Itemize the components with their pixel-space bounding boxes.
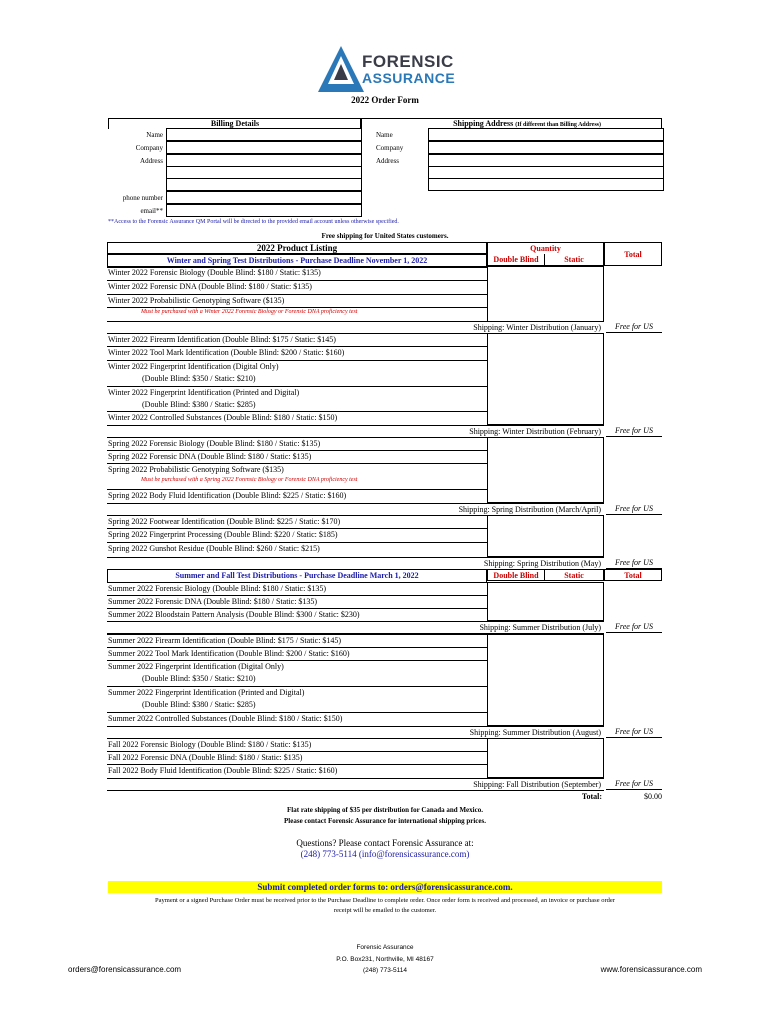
flat-rate-note: Flat rate shipping of $35 per distribution for Canada and Mexico. <box>287 806 483 814</box>
product-row: Summer 2022 Controlled Substances (Double Blind: $180 / Static: $150) <box>107 712 487 725</box>
questions-text: Questions? Please contact Forensic Assurance at: <box>296 838 474 848</box>
shipping-company-label: Company <box>376 144 404 152</box>
free-for-us: Free for US <box>606 503 662 515</box>
billing-company-field[interactable] <box>166 141 362 154</box>
product-row: Summer 2022 Forensic DNA (Double Blind: $180 / Static: $135) <box>107 595 487 608</box>
quantity-cell[interactable] <box>487 738 604 778</box>
quantity-cell[interactable] <box>487 333 604 425</box>
product-row: Summer 2022 Bloodstain Pattern Analysis (Double Blind: $300 / Static: $230) <box>107 608 487 621</box>
double-blind-header: Double Blind <box>487 254 545 266</box>
product-row: Winter 2022 Firearm Identification (Double Blind: $175 / Static: $145) <box>107 333 487 346</box>
footer-website[interactable]: www.forensicassurance.com <box>600 965 702 974</box>
footer-email[interactable]: orders@forensicassurance.com <box>68 965 182 974</box>
product-row: Fall 2022 Forensic Biology (Double Blind: $180 / Static: $135) <box>107 738 487 751</box>
shipping-row: Shipping: Winter Distribution (February) <box>107 425 604 438</box>
free-for-us: Free for US <box>606 726 662 738</box>
shipping-name-field[interactable] <box>428 128 664 141</box>
shipping-name-label: Name <box>376 131 393 139</box>
billing-name-label: Name <box>146 131 163 139</box>
billing-name-field[interactable] <box>166 128 362 141</box>
phone-label: phone number <box>122 194 163 202</box>
product-row: Winter 2022 Fingerprint Identification (Digital Only) (Double Blind: $350 / Static: $210) <box>107 360 487 385</box>
billing-details-header: Billing Details <box>108 118 362 129</box>
product-row: Fall 2022 Forensic DNA (Double Blind: $180 / Static: $135) <box>107 751 487 764</box>
product-row: Winter 2022 Tool Mark Identification (Double Blind: $200 / Static: $160) <box>107 346 487 359</box>
grand-total-value: $0.00 <box>644 792 662 801</box>
total-header: Total <box>604 242 662 266</box>
quantity-cell[interactable] <box>487 437 604 503</box>
product-row: Winter 2022 Forensic Biology (Double Blind: $180 / Static: $135) <box>107 266 487 279</box>
product-row: Summer 2022 Fingerprint Identification (Digital Only) (Double Blind: $350 / Static: $210) <box>107 660 487 685</box>
quantity-cell[interactable] <box>487 634 604 726</box>
summer-fall-header: Summer and Fall Test Distributions - Purchase Deadline March 1, 2022 <box>107 569 487 583</box>
shipping-address-label: Address <box>376 157 399 165</box>
free-for-us: Free for US <box>606 778 662 790</box>
shipping-row: Shipping: Summer Distribution (August) <box>107 726 604 739</box>
shipping-address-header: Shipping Address (If different than Billing Address) <box>360 118 662 128</box>
free-shipping-note: Free shipping for United States customers. <box>321 232 449 240</box>
product-row: Spring 2022 Fingerprint Processing (Double Blind: $220 / Static: $185) <box>107 528 487 541</box>
free-for-us: Free for US <box>606 557 662 569</box>
billing-company-label: Company <box>135 144 163 152</box>
shipping-row: Shipping: Fall Distribution (September) <box>107 778 604 791</box>
email-label: email** <box>140 207 163 215</box>
footer-phone: (248) 773-5114 <box>363 967 407 974</box>
product-row: Summer 2022 Tool Mark Identification (Double Blind: $200 / Static: $160) <box>107 647 487 660</box>
total-header: Total <box>604 569 662 581</box>
quantity-header: Quantity <box>487 242 604 254</box>
phone-field[interactable] <box>166 191 362 204</box>
form-title: 2022 Order Form <box>351 95 419 105</box>
shipping-row: Shipping: Summer Distribution (July) <box>107 621 604 634</box>
product-listing-title: 2022 Product Listing <box>107 242 487 254</box>
product-row: Spring 2022 Probabilistic Genotyping Software ($135) <box>107 463 487 476</box>
double-blind-header: Double Blind <box>487 569 545 581</box>
shipping-address-field-3[interactable] <box>428 178 664 191</box>
email-field[interactable] <box>166 204 362 217</box>
logo-text-assurance: ASSURANCE <box>362 70 456 86</box>
free-for-us: Free for US <box>606 621 662 633</box>
international-note: Please contact Forensic Assurance for international shipping prices. <box>284 817 486 825</box>
qm-portal-note: **Access to the Forensic Assurance QM Portal will be directed to the provided email account unless otherwise specified. <box>108 219 399 225</box>
free-for-us: Free for US <box>606 321 662 333</box>
shipping-row: Shipping: Spring Distribution (March/April) <box>107 503 604 516</box>
static-header: Static <box>545 569 604 581</box>
quantity-cell[interactable] <box>487 515 604 557</box>
payment-note: Payment or a signed Purchase Order must be received prior to the Purchase Deadline to complete order. Once order form is received and processed, an invoice or purchase order receipt will be emailed to the customer. <box>155 897 615 914</box>
logo-text-forensic: FORENSIC <box>362 52 454 71</box>
contact-line[interactable]: (248) 773-5114 (info@forensicassurance.com) <box>300 849 470 859</box>
free-for-us: Free for US <box>606 425 662 437</box>
product-row: Spring 2022 Gunshot Residue (Double Blind: $260 / Static: $215) <box>107 542 487 555</box>
product-row: Fall 2022 Body Fluid Identification (Double Blind: $225 / Static: $160) <box>107 764 487 777</box>
product-row: Spring 2022 Footwear Identification (Double Blind: $225 / Static: $170) <box>107 515 487 528</box>
billing-address-field-3[interactable] <box>166 178 362 191</box>
shipping-company-field[interactable] <box>428 141 664 154</box>
billing-address-label: Address <box>140 157 163 165</box>
footer-address: P.O. Box231, Northville, MI 48167 <box>336 956 434 963</box>
submit-banner: Submit completed order forms to: orders@forensicassurance.com. <box>108 881 662 893</box>
quantity-cell[interactable] <box>487 582 604 621</box>
product-row: Spring 2022 Forensic Biology (Double Blind: $180 / Static: $135) <box>107 437 487 450</box>
shipping-row: Shipping: Winter Distribution (January) <box>107 321 604 334</box>
quantity-cell[interactable] <box>487 266 604 322</box>
winter-spring-header: Winter and Spring Test Distributions - Purchase Deadline November 1, 2022 <box>107 254 487 268</box>
product-row: Winter 2022 Probabilistic Genotyping Software ($135) <box>107 294 487 308</box>
static-header: Static <box>545 254 604 266</box>
product-row: Spring 2022 Forensic DNA (Double Blind: $180 / Static: $135) <box>107 450 487 463</box>
product-row: Summer 2022 Fingerprint Identification (Printed and Digital) (Double Blind: $380 / Static: $285) <box>107 686 487 711</box>
product-row: Winter 2022 Fingerprint Identification (Printed and Digital) (Double Blind: $380 / Static: $285) <box>107 386 487 411</box>
product-row: Spring 2022 Body Fluid Identification (Double Blind: $225 / Static: $160) <box>107 489 487 502</box>
product-row: Summer 2022 Forensic Biology (Double Blind: $180 / Static: $135) <box>107 582 487 595</box>
product-row: Winter 2022 Forensic DNA (Double Blind: $180 / Static: $135) <box>107 280 487 293</box>
shipping-row: Shipping: Spring Distribution (May) <box>107 557 604 570</box>
grand-total-label: Total: <box>581 792 602 801</box>
product-row: Summer 2022 Firearm Identification (Double Blind: $175 / Static: $145) <box>107 634 487 647</box>
footer-company: Forensic Assurance <box>356 944 414 951</box>
product-note: Must be purchased with a Winter 2022 Forensic Biology or Forensic DNA proficiency test <box>141 309 358 315</box>
product-row: Winter 2022 Controlled Substances (Double Blind: $180 / Static: $150) <box>107 411 487 424</box>
product-note: Must be purchased with a Spring 2022 Forensic Biology or Forensic DNA proficiency test <box>141 477 358 483</box>
